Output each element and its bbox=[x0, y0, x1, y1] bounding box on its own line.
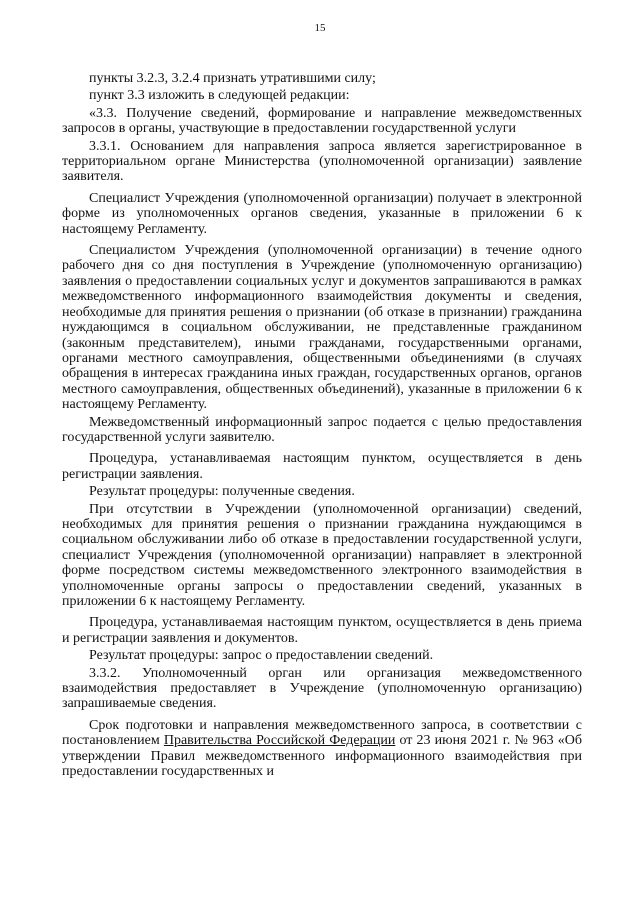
document-body bbox=[62, 71, 582, 779]
paragraph: Процедура, устанавливаемая настоящим пунктом, осуществляется в день регистрации заявления. bbox=[62, 451, 582, 482]
paragraph-text: от 23 июня 2021 г. № 963 «Об утверждении Правил межведомственного информационного взаимодействия при предоставлении государственных и bbox=[62, 733, 583, 780]
paragraph: Межведомственный информационный запрос подается с целью предоставления государственной услуги заявителю. bbox=[62, 414, 582, 445]
paragraph: 3.3.1. Основанием для направления запроса является зарегистрированное в территориальном органе Министерства (уполномоченной организации) заявление заявителя. bbox=[62, 138, 582, 185]
page-number: 15 bbox=[314, 22, 326, 34]
paragraph: 3.3.2. Уполномоченный орган или организация межведомственного взаимодействия предоставляет в Учреждение (уполномоченную организацию) запрашиваемые сведения. bbox=[62, 665, 582, 712]
paragraph: Специалист Учреждения (уполномоченной организации) получает в электронной форме из уполномоченных органов сведения, указанные в приложении 6 к настоящему Регламенту. bbox=[62, 190, 582, 237]
paragraph-text: Срок подготовки и направления межведомственного запроса, в соответствии с постановлением bbox=[62, 717, 582, 749]
paragraph: При отсутствии в Учреждении (уполномоченной организации) сведений, необходимых для принятия решения о признании гражданина нуждающимся в социальном обслуживании либо об отказе в предоставлении государственной услуги, специалист Учреждения (уполномоченной организации) направляет в электронной форме посредством системы межведомственного электронного взаимодействия в уполномоченные органы запросы о предоставлении сведений, указанных в приложении 6 к настоящему Регламенту. bbox=[62, 501, 582, 609]
section-heading: «3.3. Получение сведений, формирование и направление межведомственных запросов в органы, участвующие в предоставлении государственной услуги bbox=[62, 105, 582, 137]
paragraph: пункты 3.2.3, 3.2.4 признать утратившими силу; bbox=[89, 71, 376, 86]
paragraph: Процедура, устанавливаемая настоящим пунктом, осуществляется в день приема и регистрации заявления и документов. bbox=[62, 615, 582, 646]
paragraph: Специалистом Учреждения (уполномоченной организации) в течение одного рабочего дня со дня поступления в Учреждение (уполномоченную организацию) заявления о предоставлении социальных услуг и документов запрашиваются в рамках межведомственного информационного взаимодействия документы и сведения, необходимые для принятия решения о признании (об отказе в признании) гражданина нуждающимся в социальном обслуживании, не представленные гражданином (законным представителем), иными гражданами, государственными органами, органами местного самоуправления, общественными объединениями (в случаях обращения в интересах гражданина иных граждан, государственных органов, органов местного самоуправления, общественных объединений), указанные в приложении 6 к настоящему Регламенту. bbox=[62, 243, 582, 413]
underlined-reference: Правительства Российской Федерации bbox=[163, 733, 396, 749]
paragraph: Результат процедуры: полученные сведения. bbox=[89, 484, 355, 500]
paragraph: пункт 3.3 изложить в следующей редакции: bbox=[89, 88, 350, 104]
paragraph bbox=[62, 718, 582, 780]
paragraph: Результат процедуры: запрос о предоставлении сведений. bbox=[89, 648, 434, 664]
